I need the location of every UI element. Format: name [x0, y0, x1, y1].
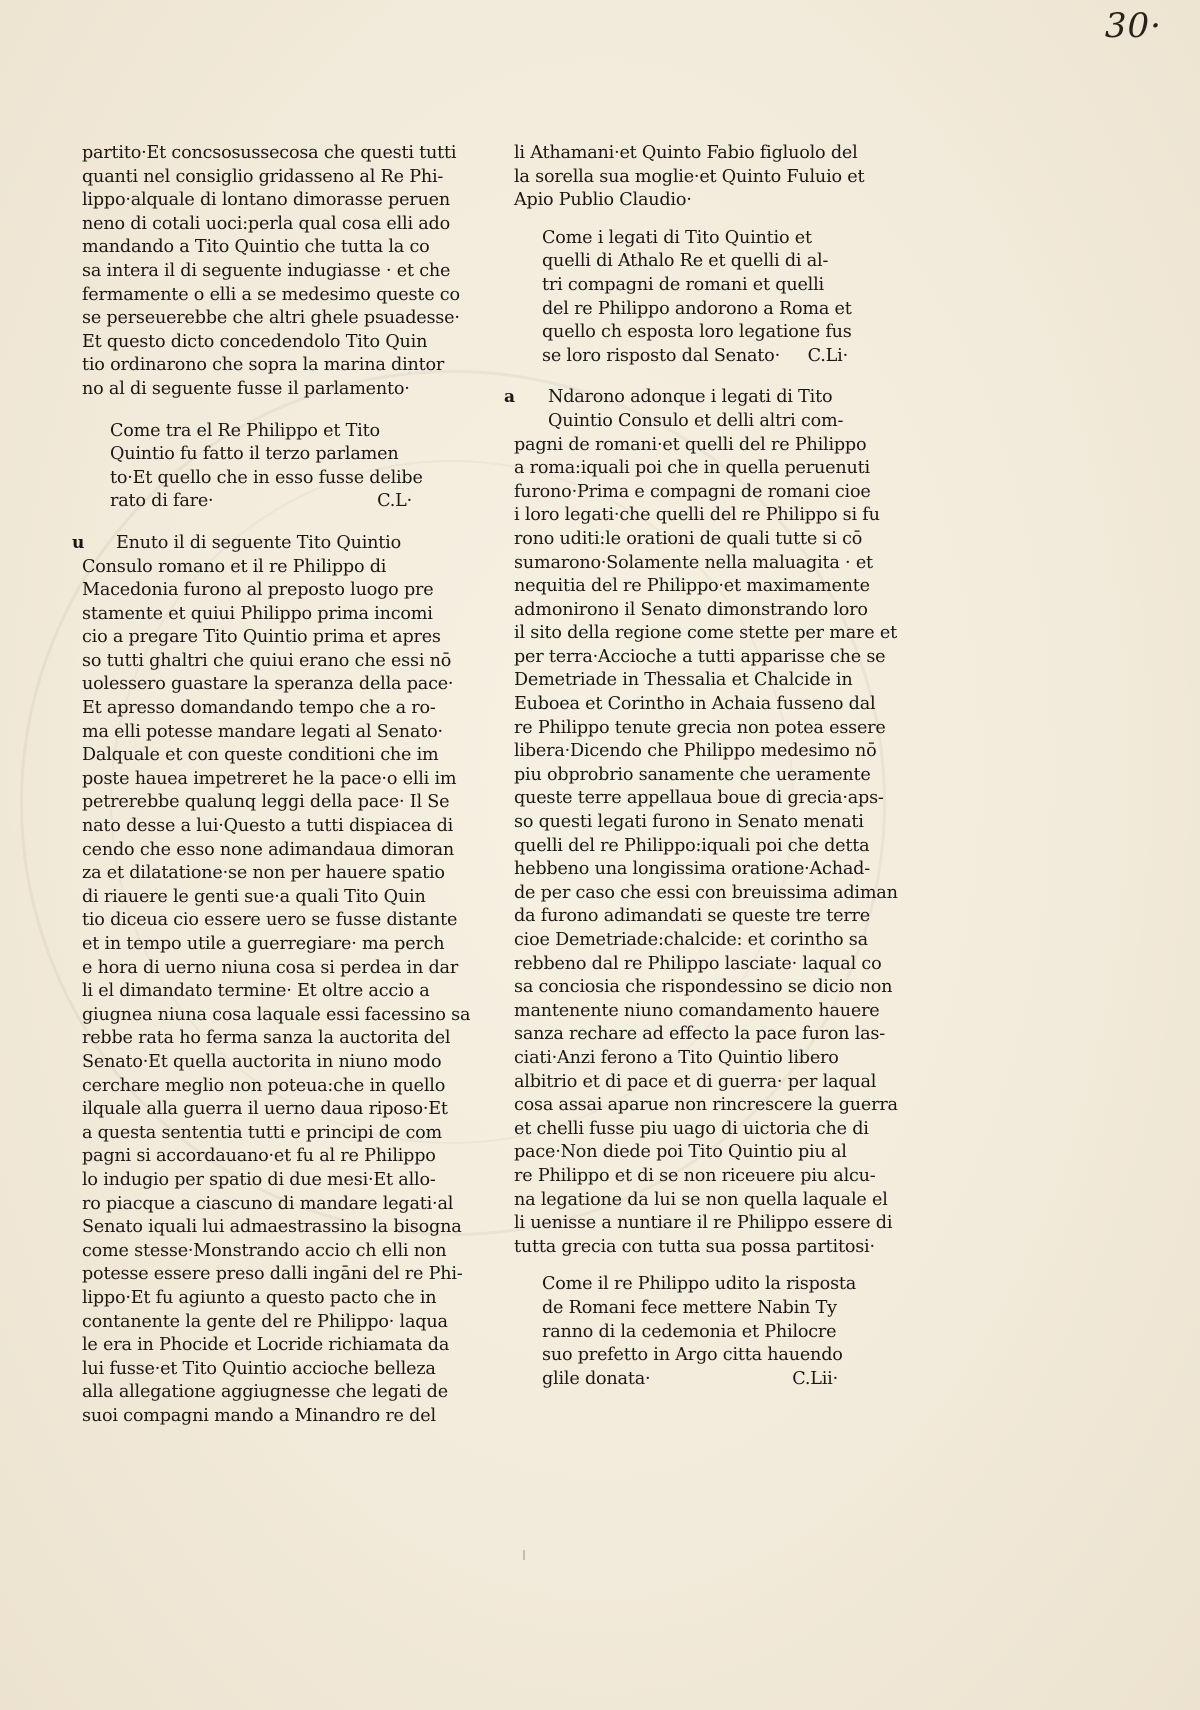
text-line: e hora di uerno niuna cosa si perdea in dar: [82, 957, 459, 978]
text-line: Euboea et Corintho in Achaia fusseno dal: [514, 694, 876, 715]
text-line: sumarono·Solamente nella maluagita · et: [514, 552, 873, 573]
text-line: rono uditi:le orationi de quali tutte si cō: [514, 528, 863, 549]
text-line: cioe Demetriade:chalcide: et corintho sa: [514, 930, 868, 950]
text-line: re Philippo et di se non riceuere piu alcu-: [514, 1165, 876, 1186]
paper-mark: [523, 1550, 525, 1560]
text-line: li uenisse a nuntiare il re Philippo essere di: [514, 1213, 893, 1234]
text-line: i loro legati·che quelli del re Philippo si fu: [514, 505, 880, 526]
chapter-heading-clii: [542, 1273, 857, 1391]
text-line: stamente et quiui Philippo prima incomi: [82, 603, 433, 624]
text-line: pace·Non diede poi Tito Quintio piu al: [514, 1142, 847, 1163]
text-line: potesse essere preso dalli ingāni del re Phi-: [82, 1264, 463, 1285]
left-column: [72, 142, 471, 1428]
heading-last-line: glile donata·: [542, 1368, 651, 1389]
text-line: ranno di la cedemonia et Philocre: [542, 1321, 837, 1342]
text-line: cio a pregare Tito Quintio prima et apres: [82, 627, 441, 648]
text-line: lippo·alquale di lontano dimorasse peruen: [82, 190, 450, 211]
paragraph-continued: [82, 142, 460, 402]
text-line: giugnea niuna cosa laquale essi facessino sa: [82, 1004, 471, 1025]
text-line: za et dilatatione·se non per hauere spatio: [82, 863, 445, 884]
text-line: albitrio et di pace et di guerra· per laqual: [514, 1071, 877, 1092]
text-line: rebbeno dal re Philippo lasciate· laqual co: [514, 953, 882, 974]
chapter-number: C.Lii·: [792, 1368, 838, 1389]
text-line: sa conciosia che rispondessino se dicio non: [514, 977, 893, 998]
text-line: Enuto il di seguente Tito Quintio: [116, 532, 401, 553]
text-line: rebbe rata ho ferma sanza la auctorita del: [82, 1028, 451, 1049]
text-line: de per caso che essi con breuissima adiman: [514, 882, 898, 903]
heading-last-line: rato di fare·: [110, 491, 214, 512]
text-line: et chelli fusse piu uago di uictoria che di: [514, 1118, 869, 1139]
text-line: Quintio Consulo et delli altri com-: [548, 410, 844, 431]
text-line: di riauere le genti sue·a quali Tito Quin: [82, 886, 426, 907]
text-line: Ndarono adonque i legati di Tito: [548, 387, 833, 408]
text-line: quelli di Athalo Re et quelli di al-: [542, 251, 829, 272]
text-line: libera·Dicendo che Philippo medesimo nō: [514, 741, 877, 762]
guide-letter: a: [504, 387, 515, 408]
text-line: tio diceua cio essere uero se fusse distante: [82, 910, 458, 931]
text-line: Dalquale et con queste conditioni che im: [82, 745, 439, 766]
paragraph-continued: [514, 142, 865, 213]
text-line: Consulo romano et il re Philippo di: [82, 556, 387, 577]
text-line: li Athamani·et Quinto Fabio figluolo del: [514, 143, 858, 163]
text-line: lui fusse·et Tito Quintio accioche belleza: [82, 1358, 436, 1379]
text-line: sanza rechare ad effecto la pace furon las-: [514, 1024, 885, 1045]
text-line: sa intera il di seguente indugiasse · et che: [82, 260, 451, 281]
text-line: Come i legati di Tito Quintio et: [542, 227, 812, 248]
text-line: na legatione da lui se non quella laquale el: [514, 1189, 888, 1210]
text-line: da furono adimandati se queste tre terre: [514, 906, 870, 927]
text-line: Et apresso domandando tempo che a ro-: [82, 698, 436, 719]
text-line: Come il re Philippo udito la risposta: [542, 1274, 857, 1295]
text-line: tri compagni de romani et quelli: [542, 274, 824, 295]
text-line: piu obprobrio sanamente che ueramente: [514, 764, 871, 785]
text-line: tio ordinarono che sopra la marina dintor: [82, 355, 445, 376]
text-line: alla allegatione aggiugnesse che legati de: [82, 1382, 448, 1403]
text-line: contanente la gente del re Philippo· laqua: [82, 1311, 448, 1332]
text-line: petrerebbe qualunq leggi della pace· Il Se: [82, 792, 450, 813]
text-line: de Romani fece mettere Nabin Ty: [542, 1297, 837, 1318]
text-line: Demetriade in Thessalia et Chalcide in: [514, 670, 853, 691]
text-line: quello ch esposta loro legatione fus: [542, 322, 852, 343]
text-line: Apio Publio Claudio·: [514, 190, 692, 211]
text-line: poste hauea impetreret he la pace·o elli im: [82, 768, 457, 789]
chapter-number: C.Li·: [807, 345, 848, 366]
folio-number: 30·: [1104, 6, 1162, 46]
text-line: admonirono il Senato dimonstrando loro: [514, 599, 868, 620]
text-line: del re Philippo andorono a Roma et: [542, 298, 852, 319]
text-line: to·Et quello che in esso fusse delibe: [110, 467, 423, 488]
text-line: pagni de romani·et quelli del re Philippo: [514, 434, 867, 455]
text-line: Et questo dicto concedendolo Tito Quin: [82, 331, 428, 352]
text-line: cosa assai aparue non rincrescere la guerra: [514, 1095, 898, 1116]
text-line: li el dimandato termine· Et oltre accio a: [82, 981, 430, 1002]
text-line: partito·Et concsosussecosa che questi tutti: [82, 143, 457, 163]
heading-last-line: se loro risposto dal Senato·: [542, 345, 780, 366]
text-line: so questi legati furono in Senato menati: [514, 812, 864, 833]
text-line: furono·Prima e compagni de romani cioe: [514, 481, 871, 502]
text-line: tutta grecia con tutta sua possa partitosi·: [514, 1236, 875, 1257]
text-line: neno di cotali uoci:perla qual cosa elli ado: [82, 213, 451, 234]
text-line: ciati·Anzi ferono a Tito Quintio libero: [514, 1047, 839, 1068]
text-line: nato desse a lui·Questo a tutti dispiacea di: [82, 816, 454, 837]
text-line: mantenente niuno comandamento hauere: [514, 1000, 880, 1021]
text-line: re Philippo tenute grecia non potea essere: [514, 717, 886, 738]
chapter-heading-cli: [542, 227, 852, 369]
text-line: a roma:iquali poi che in quella peruenuti: [514, 458, 870, 479]
text-line: pagni si accordauano·et fu al re Philippo: [82, 1146, 436, 1167]
chapter-body-cli: [504, 386, 898, 1259]
text-line: queste terre appellaua boue di grecia·aps-: [514, 788, 884, 809]
text-line: la sorella sua moglie·et Quinto Fuluio et: [514, 166, 865, 187]
chapter-heading-cl: [110, 420, 423, 514]
text-line: a questa sententia tutti e principi de com: [82, 1122, 442, 1143]
text-line: suoi compagni mando a Minandro re del: [82, 1405, 436, 1426]
text-line: ilquale alla guerra il uerno daua riposo·Et: [82, 1099, 448, 1120]
text-line: uolessero guastare la speranza della pace·: [82, 674, 454, 695]
chapter-number: C.L·: [377, 491, 412, 512]
chapter-body-cl: [72, 532, 471, 1429]
text-line: Come tra el Re Philippo et Tito: [110, 420, 380, 441]
text-line: cendo che esso none adimandaua dimoran: [82, 839, 454, 860]
text-line: le era in Phocide et Locride richiamata da: [82, 1335, 450, 1356]
text-line: Senato·Et quella auctorita in niuno modo: [82, 1051, 442, 1072]
text-line: nequitia del re Philippo·et maximamente: [514, 576, 870, 597]
text-line: cerchare meglio non poteua:che in quello: [82, 1075, 446, 1096]
text-line: Quintio fu fatto il terzo parlamen: [110, 444, 399, 465]
text-line: et in tempo utile a guerregiare· ma perch: [82, 934, 445, 954]
text-line: hebbeno una longissima oratione·Achad-: [514, 859, 870, 880]
text-line: lo indugio per spatio di due mesi·Et allo-: [82, 1169, 436, 1190]
text-line: quelli del re Philippo:iquali poi che detta: [514, 835, 870, 856]
text-line: Senato iquali lui admaestrassino la bisogna: [82, 1217, 462, 1238]
text-line: no al di seguente fusse il parlamento·: [82, 378, 410, 399]
text-line: Macedonia furono al preposto luogo pre: [82, 580, 434, 601]
text-line: il sito della regione come stette per mare et: [514, 623, 897, 644]
text-line: come stesse·Monstrando accio ch elli non: [82, 1240, 447, 1261]
text-line: mandando a Tito Quintio che tutta la co: [82, 237, 430, 258]
text-line: per terra·Accioche a tutti apparisse che se: [514, 646, 886, 667]
text-line: suo prefetto in Argo citta hauendo: [542, 1345, 843, 1366]
right-column: [504, 142, 898, 1391]
text-line: se perseuerebbe che altri ghele psuadesse·: [82, 308, 460, 329]
text-line: quanti nel consiglio gridasseno al Re Phi-: [82, 166, 444, 187]
text-line: ro piacque a ciascuno di mandare legati·al: [82, 1193, 454, 1214]
text-line: so tutti ghaltri che quiui erano che essi nō: [82, 650, 452, 671]
text-line: fermamente o elli a se medesimo queste co: [82, 284, 460, 305]
guide-letter: u: [72, 532, 85, 553]
text-line: ma elli potesse mandare legati al Senato·: [82, 721, 443, 742]
text-line: lippo·Et fu agiunto a questo pacto che in: [82, 1287, 437, 1308]
